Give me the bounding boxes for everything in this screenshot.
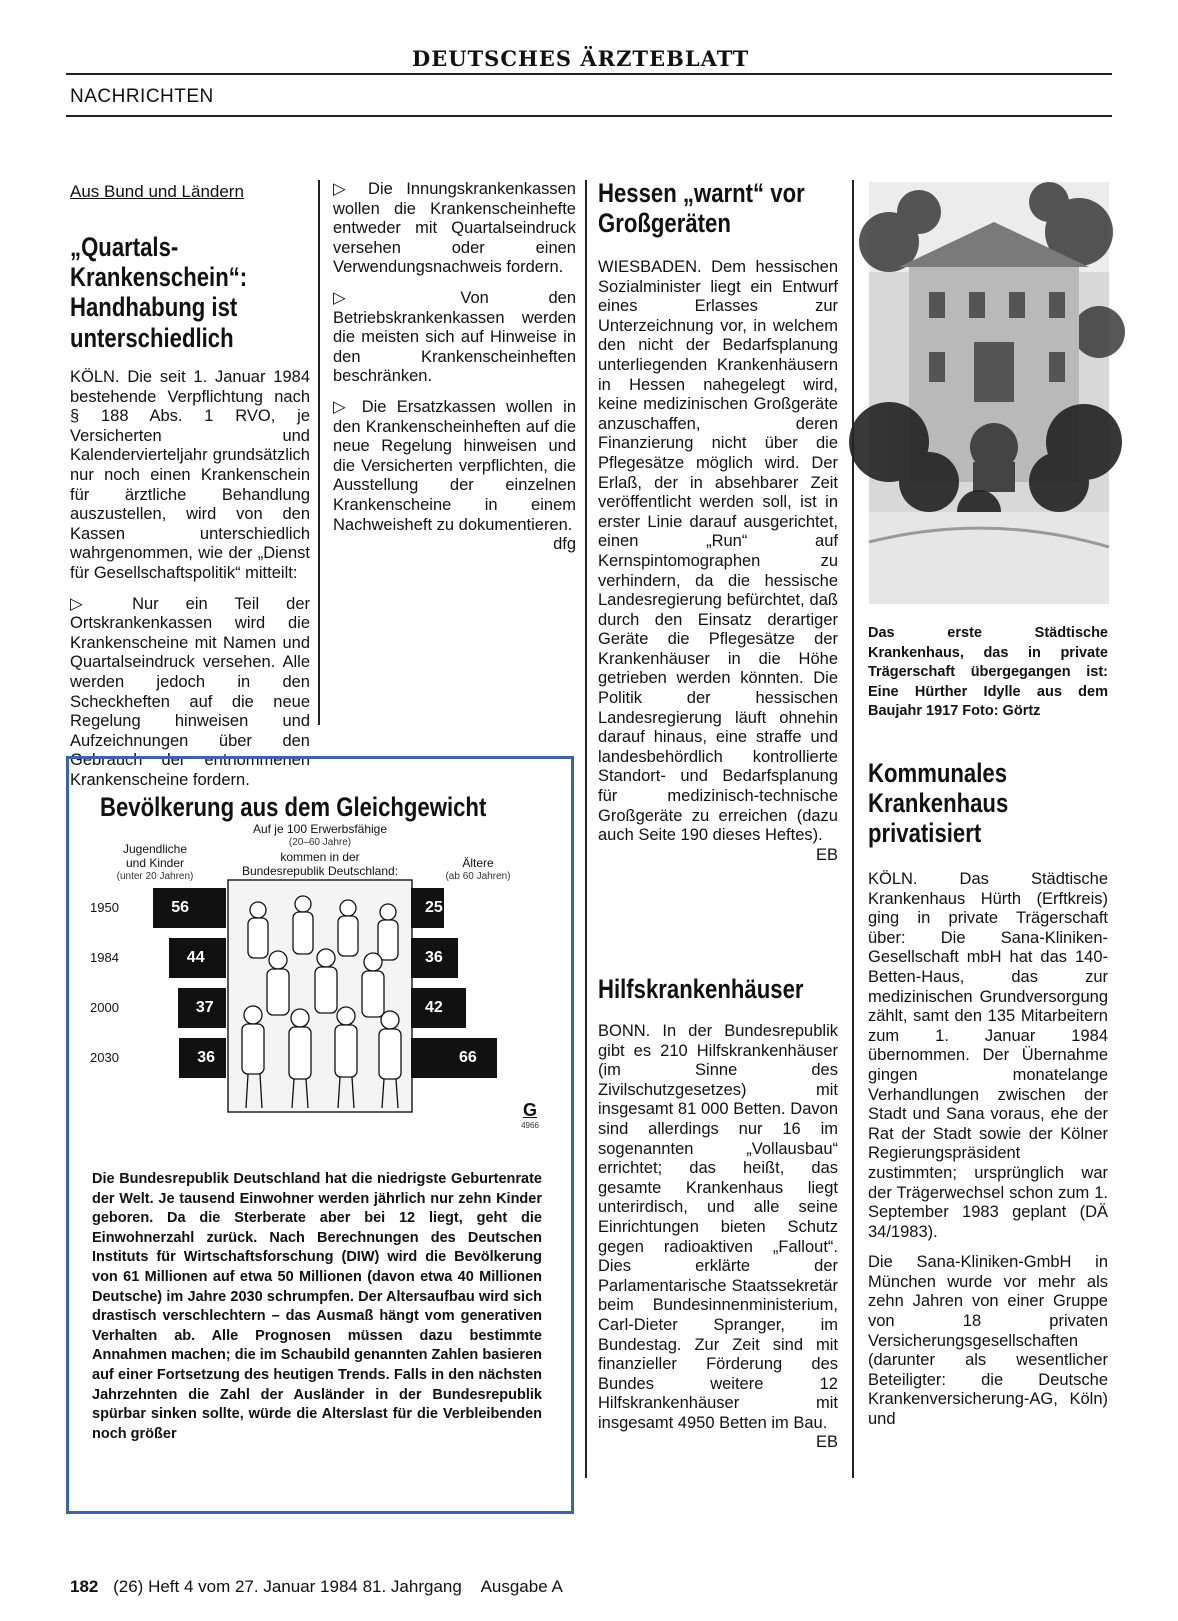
bar-youth: 36 [179,1038,226,1078]
paragraph: ▷ Die Ersatzkassen wollen in den Krankenscheinheften auf die neue Regelung hinweisen und die Versicherten verpflichten, die Ausstellung der einzelnen Krankenscheine in einem Nachweisheft zu dokumentieren. [333,397,576,534]
left-label: Jugendliche und Kinder (unter 20 Jahren) [116,842,194,882]
bar-elderly: 66 [411,1038,497,1078]
year-label: 2030 [90,1050,119,1065]
section-label: NACHRICHTEN [70,86,214,107]
article-headline: Kommunales Krankenhaus privatisiert [868,758,1009,849]
article-body [598,258,838,865]
author-sign: dfg [553,535,576,554]
hospital-photo [869,182,1109,604]
year-label: 2000 [90,1000,119,1015]
right-label: Ältere (ab 60 Jahren) [445,856,511,882]
bar-chart [80,880,550,1100]
center-label: Auf je 100 Erwerbsfähige (20–60 Jahre) kommen in der Bundesrepublik Deutschland: [241,822,399,878]
article-body [70,368,310,789]
paragraph: BONN. In der Bundesrepublik gibt es 210 Hilfskrankenhäuser (im Sinne des Zivilschutzgesetzes) mit insgesamt 81 000 Betten. Davon sind allerdings nur 16 im sogenannten „Vollausbau“ errichtet; das heißt, das gesamte Krankenhaus liegt unterirdisch, und alle seine Einrichtungen bieten Schutz gegen radioaktiven „Fallout“. Dies erklärte der Parlamentarische Staatssekretär beim Bundesinnenministerium, Carl-Dieter Spranger, im Bundestag. Zur Zeit sind mit finanzieller Förderung des Bundes weitere 12 Hilfskrankenhäuser mit insgesamt 4950 Betten im Bau. [598,1022,838,1432]
author-sign: EB [815,1433,838,1452]
article-body-continued [333,180,576,555]
article-headline: Hilfskrankenhäuser [598,974,804,1004]
infographic-title: Bevölkerung aus dem Gleichgewicht [100,792,487,822]
column-divider [585,180,587,1478]
page-footer [70,1577,563,1597]
year-label: 1984 [90,950,119,965]
page-number: 182 [70,1577,99,1596]
masthead: DEUTSCHES ÄRZTEBLATT [412,46,750,71]
article-headline: „Quartals-Krankenschein“: Handhabung ist unterschiedlich [70,232,248,353]
paragraph: Die Sana-Kliniken-GmbH in München wurde vor mehr als zehn Jahren von einer Gruppe von 18 privaten Versicherungsgesellschaften (darunter als wesentlicher Beteiligter: die Deutsche Krankenversicherung-AG, Köln) und [868,1253,1108,1429]
article-headline: Hessen „warnt“ vor Großgeräten [598,178,805,239]
bar-youth: 37 [178,988,226,1028]
hospital-building-image [869,182,1109,604]
bar-youth: 44 [169,938,226,978]
publisher-logo: G 4966 [521,1100,539,1130]
bar-youth: 56 [153,888,226,928]
issue-info: (26) Heft 4 vom 27. Januar 1984 81. Jahrgang [113,1577,462,1596]
masthead-rule [66,73,1112,75]
article-body [598,1022,838,1453]
paragraph: KÖLN. Das Städtische Krankenhaus Hürth (Erftkreis) ging in private Trägerschaft über: Die Sana-Kliniken-Gesellschaft mbH hat das 140-Betten-Haus, das zur medizinischen Grundversorgung zählt, samt den 135 Mitarbeitern zum 1. Januar 1984 übernommen. Der Übernahme gingen monatelange Verhandlungen zwischen der Stadt und Sana voraus, ehe der Rat der Stadt sowie der Kölner Regierungspräsident zustimmten; ursprünglich war der Trägerwechsel schon zum 1. September 1983 geplant (DÄ 34/1983). [868,870,1108,1241]
paragraph: KÖLN. Die seit 1. Januar 1984 bestehende Verpflichtung nach § 188 Abs. 1 RVO, je Versicherten und Kalendervierteljahr grundsätzlich nur noch einen Krankenschein für ärztliche Behandlung auszustellen, wird von den Kassen unterschiedlich wahrgenommen, wie der „Dienst für Gesellschaftspolitik“ mitteilt: [70,368,310,582]
photo-caption: Das erste Städtische Krankenhaus, das in private Trägerschaft übergegangen ist: Eine Hürther Idylle aus dem Baujahr 1917 Foto: Görtz [868,625,1108,720]
paragraph: ▷ Von den Betriebskrankenkassen werden die meisten sich auf Hinweise in den Krankenscheinheften beschränken. [333,288,576,386]
article-body [868,870,1108,1441]
column-divider [852,180,854,1478]
edition: Ausgabe A [480,1577,563,1596]
bar-elderly: 36 [411,938,458,978]
bar-elderly: 25 [411,888,444,928]
author-sign: EB [815,845,838,864]
rubric: Aus Bund und Ländern [70,182,244,201]
year-label: 1950 [90,900,119,915]
section-rule [66,115,1112,117]
paragraph: ▷ Nur ein Teil der Ortskrankenkassen wird die Krankenscheine mit Namen und Quartalseindruck versehen. Alle werden jedoch in den Scheckheften auf die neue Regelung hinweisen und Aufzeichnungen über den Gebrauch der entnommenen Krankenscheine fordern. [70,594,310,789]
column-divider [318,180,320,725]
infographic-caption: Die Bundesrepublik Deutschland hat die niedrigste Geburtenrate der Welt. Je tausend Einwohner werden jährlich nur zehn Kinder geboren. Da die Sterberate aber bei 12 liegt, geht die Einwohnerzahl zurück. Nach Berechnungen des Deutschen Instituts für Wirtschaftsforschung (DIW) wird die Bevölkerung von 61 Millionen auf etwa 50 Millionen (davon etwa 40 Millionen Deutsche) im Jahre 2030 schrumpfen. Der Altersaufbau wird sich drastisch verschlechtern – das Ausmaß hängt vom generativen Verhalten ab. Alle Prognosen müssen dazu bestimmte Annahmen machen; die im Schaubild genannten Zahlen basieren auf einer Fortsetzung des heutigen Trends. Falls in den nächsten Jahrzehnten die Zahl der Ausländer in der Bundesrepublik spürbar sinken sollte, würde die Alterslast für die Verbleibenden noch größer [92,1171,542,1442]
paragraph: WIESBADEN. Dem hessischen Sozialminister liegt ein Entwurf eines Erlasses zur Unterzeichnung vor, in welchem den nicht der Bedarfsplanung unterliegenden Krankenhäusern in Hessen nahegelegt wird, keine medizinischen Großgeräte anzuschaffen, deren Finanzierung nicht über die Pflegesätze möglich wird. Der Erlaß, der in absehbarer Zeit veröffentlicht werden soll, ist in erster Linie darauf ausgerichtet, einen „Run“ auf Kernspintomographen zu verhindern, da die hessische Landesregierung befürchtet, daß durch den Einsatz derartiger Geräte die Pflegesätze der Krankenhäuser in die Höhe getrieben werden könnten. Die Politik der hessischen Landesregierung läuft ohnehin darauf hinaus, eine straffe und landesbehördlich kontrollierte Standort- und Bedarfsplanung für medizinisch-technische Großgeräte zu erreichen (dazu auch Seite 190 dieses Heftes). [598,258,838,845]
paragraph: ▷ Die Innungskrankenkassen wollen die Krankenscheinhefte entweder mit Quartalseindruck versehen oder einen Verwendungsnachweis fordern. [333,180,576,277]
bar-elderly: 42 [411,988,466,1028]
